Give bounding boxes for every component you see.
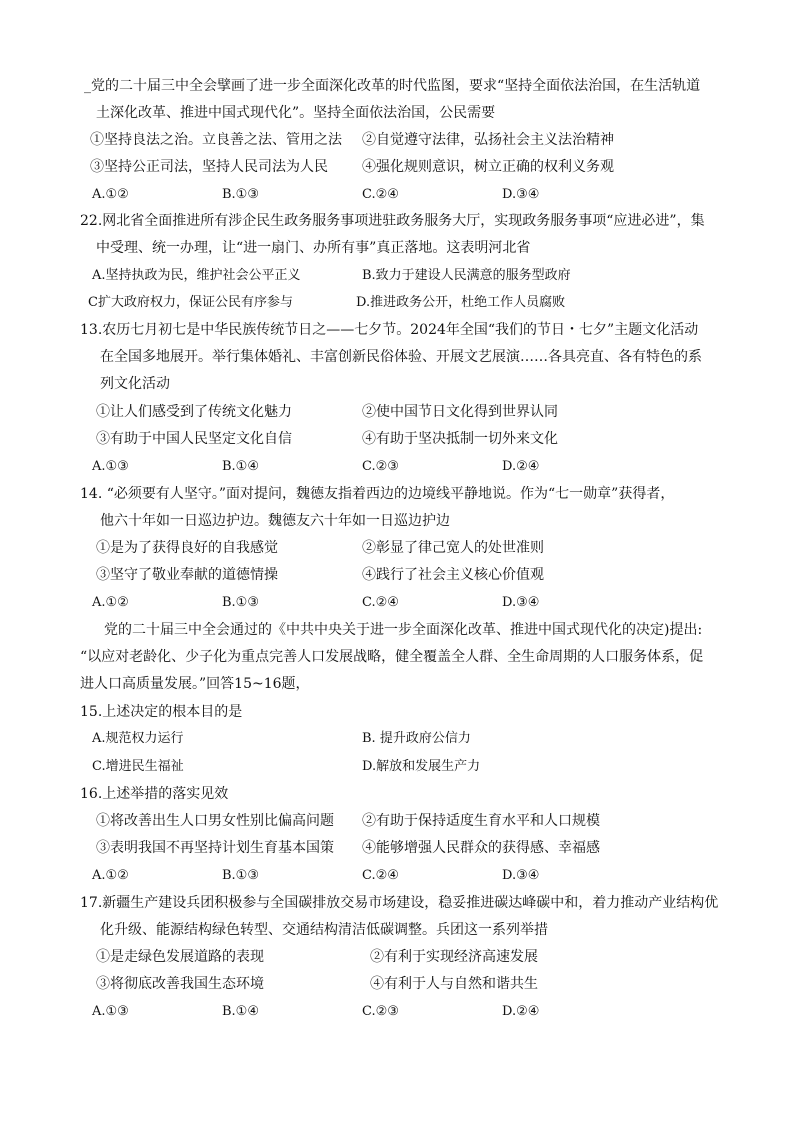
statement: ①是为了获得良好的自我感觉 [96,540,278,556]
option-a: A.①② [92,868,129,883]
material-line: 进人口高质量发展。”回答15~16题， [80,676,310,692]
option-d: D.②④ [502,1004,540,1019]
option-c: C.②③ [362,1004,399,1019]
question-stem-line: 在全国多地展开。举行集体婚礼、丰富创新民俗体验、开展文艺展演……各具亮直、各有特色的系 [100,349,702,365]
statement: ②彰显了律己宽人的处世准则 [362,540,544,556]
question-stem-line: 14. “必须要有人坚守。”面对提问，魏德友指着西边的边境线平静地说。作为“七一勋章”获得者， [80,486,675,502]
option-d: D.推进政务公开，杜绝工作人员腐败 [356,295,566,310]
question-stem-line: 他六十年如一日巡边护边。魏德友六十年如一日巡边护边 [100,513,450,529]
option-d: D.③④ [502,868,540,883]
question-stem-line: _党的二十届三中全会擘画了进一步全面深化改革的时代监图，要求“坚持全面依法治国，在生活轨道 [84,78,701,94]
statement: ②使中国节日文化得到世界认同 [362,404,558,420]
statement: ①将改善出生人口男女性别比偏高问题 [96,813,334,829]
statement: ②有助于保持适度生育水平和人口规模 [362,813,600,829]
question-stem-line: 17.新疆生产建设兵团积极参与全国碳排放交易市场建设，稳妥推进碳达峰碳中和，着力推动产业结构优 [80,895,719,911]
question-stem-line: 列文化活动 [100,376,170,392]
question-stem-line: 16.上述举措的落实见效 [80,786,229,802]
option-d: D.②④ [502,459,540,474]
statement: ②自觉遵守法律，弘扬社会主义法治精神 [362,132,614,148]
statement: ③将彻底改善我国生态环境 [96,976,264,992]
question-stem-line: 土深化改革、推进中国式现代化”。坚持全面依法治国，公民需要 [96,105,496,121]
question-stem-line: 化升级、能源结构绿色转型、交通结构清洁低碳调整。兵团这一系列举措 [100,922,548,938]
statement: ④践行了社会主义核心价值观 [362,567,544,583]
option-a: A.①③ [92,459,129,474]
statement: ④强化规则意识，树立正确的权利义务观 [362,159,614,175]
option-a: A.①② [92,187,129,202]
option-a: A.坚持执政为民，维护社会公平正义 [92,268,301,283]
option-b: B.①④ [222,459,259,474]
question-stem-line: 中受理、统一办理，让“进一扇门、办所有事”真正落地。这表明河北省 [96,240,531,256]
option-a: A.①② [92,595,129,610]
option-c: C.②④ [362,868,399,883]
option-c: C.②④ [362,595,399,610]
statement: ④能够增强人民群众的获得感、幸福感 [362,840,600,856]
option-c: C.②④ [362,187,399,202]
statement: ①坚持良法之治。立良善之法、管用之法 [90,132,342,148]
material-line: 党的二十届三中全会通过的《中共中央关于进一步全面深化改革、推进中国式现代化的决定)提出: [104,622,703,638]
option-d: D.③④ [502,187,540,202]
question-stem-line: 22.网北省全面推进所有涉企民生政务服务事项进驻政务服务大厅，实现政务服务事项“应进必进”，集 [80,213,705,229]
statement: ④有助于坚决抵制一切外来文化 [362,431,558,447]
statement: ③坚持公正司法，坚持人民司法为人民 [90,159,328,175]
statement: ①让人们感受到了传统文化魅力 [96,404,292,420]
question-stem-line: 15.上述决定的根本目的是 [80,704,243,720]
statement: ③有助于中国人民坚定文化自信 [96,431,292,447]
material-line: “以应对老龄化、少子化为重点完善人口发展战略，健全覆盖全人群、全生命周期的人口服务体系，促 [80,649,704,665]
option-a: A.①③ [92,1004,129,1019]
statement: ③坚守了敬业奉献的道德情操 [96,567,278,583]
option-b: B.①④ [222,1004,259,1019]
statement: ②有利于实现经济高速发展 [370,949,538,965]
option-c: C.②③ [362,459,399,474]
option-b: B. 提升政府公信力 [362,731,471,746]
option-a: A.规范权力运行 [92,731,184,746]
option-c: C扩大政府权力，保证公民有序参与 [88,295,293,310]
statement: ③表明我国不再坚持计划生育基本国策 [96,840,334,856]
option-c: C.增进民生福祉 [92,759,184,774]
option-b: B.致力于建设人民满意的服务型政府 [362,268,571,283]
option-d: D.解放和发展生产力 [362,759,481,774]
statement: ①是走绿色发展道路的表现 [96,949,264,965]
option-b: B.①③ [222,868,259,883]
option-d: D.③④ [502,595,540,610]
option-b: B.①③ [222,187,259,202]
statement: ④有利于人与自然和谐共生 [370,976,538,992]
question-stem-line: 13.农历七月初七是中华民族传统节日之——七夕节。2024年全国“我们的节日・七夕”主题文化活动 [80,322,699,338]
option-b: B.①③ [222,595,259,610]
